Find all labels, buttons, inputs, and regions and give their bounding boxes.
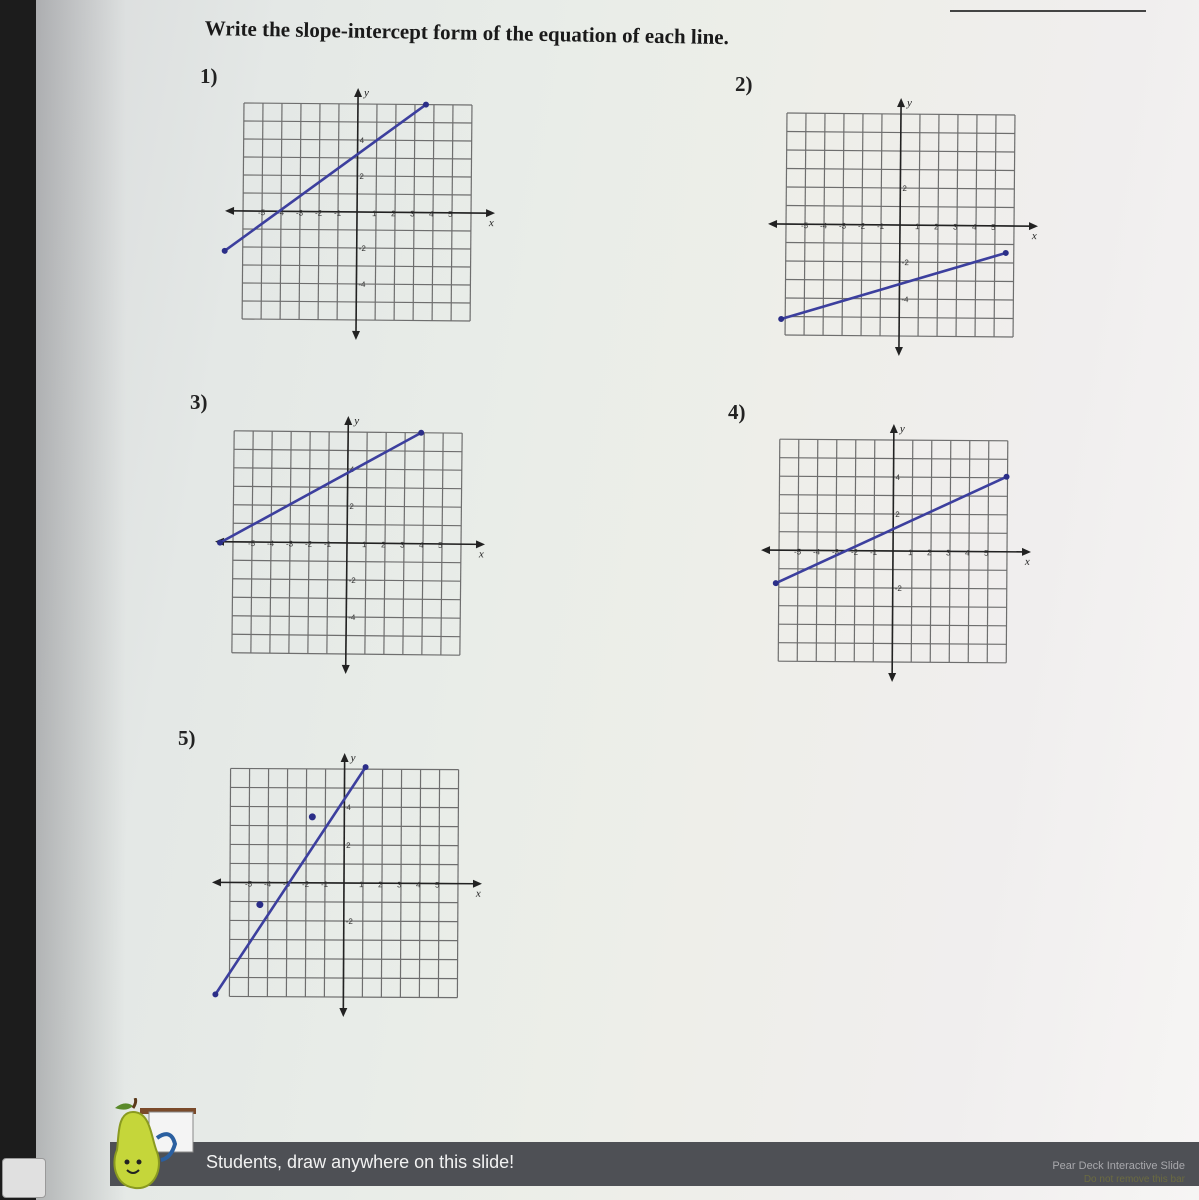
line-endpoint [363,764,369,770]
left-shadow [36,0,126,1200]
x-tick-label: -3 [282,879,291,889]
x-tick-label: 2 [390,209,396,219]
line-endpoint [1004,474,1010,480]
y-axis [343,757,344,1013]
x-tick-label: 3 [396,880,402,890]
x-tick-label: -4 [266,539,275,549]
arrow-down-icon [888,673,896,682]
y-tick-label: -2 [901,258,909,268]
x-tick-label: -4 [263,879,272,889]
x-tick-label: -2 [857,221,866,231]
problem-1-number: 1) [200,64,218,88]
x-tick-label: -5 [247,538,256,549]
x-tick-label: 2 [380,540,386,550]
x-tick-label: 1 [371,209,377,219]
x-tick-label: 3 [409,209,415,219]
arrow-down-icon [895,347,903,356]
y-tick-label: -2 [894,584,902,594]
x-tick-label: 2 [933,222,939,232]
y-tick-label: 4 [359,135,365,146]
x-tick-label: 4 [971,222,977,232]
line-endpoint [773,580,779,586]
x-tick-label: 5 [437,540,443,550]
x-tick-label: -3 [838,221,847,231]
draw-prompt: Students, draw anywhere on this slide! [206,1152,515,1172]
y-axis [899,102,901,352]
x-tick-label: 2 [377,880,383,890]
worksheet-instructions: Write the slope-intercept form of the equation of each line. [204,16,730,50]
arrow-left-icon [761,546,770,554]
x-tick-label: -3 [285,539,294,549]
plotted-point [309,813,316,820]
plotted-point [256,901,263,908]
arrow-up-icon [354,88,362,97]
x-tick-label: -2 [314,208,323,218]
y-tick-label: -4 [901,295,909,305]
x-tick-label: -5 [793,547,802,557]
x-tick-label: 5 [990,222,996,232]
x-tick-label: -2 [850,547,859,557]
y-tick-label: -2 [358,243,366,254]
y-axis-label: y [354,415,360,428]
x-tick-label: 4 [415,880,421,890]
y-tick-label: 2 [349,502,354,512]
y-tick-label: -2 [345,917,353,927]
x-tick-label: -4 [276,208,285,218]
x-tick-label: 4 [964,548,970,558]
arrow-left-icon [768,220,777,228]
arrow-right-icon [486,209,495,217]
x-tick-label: 5 [447,209,453,219]
y-tick-label: 4 [349,465,355,475]
y-tick-label: 4 [895,473,901,483]
x-axis-label: x [475,887,481,900]
x-axis-label: x [1024,555,1030,568]
graph-problem-4[interactable] [758,418,1028,688]
x-tick-label: -1 [333,208,342,218]
x-tick-label: 4 [428,209,434,219]
x-tick-label: -1 [320,879,329,889]
pear-deck-brand: Pear Deck Interactive Slide [1052,1160,1185,1172]
x-tick-label: 2 [926,548,932,558]
x-tick-label: -1 [869,547,878,557]
arrow-left-icon [212,878,221,886]
graph-problem-2[interactable] [762,92,1037,357]
x-tick-label: 1 [907,548,913,558]
name-line [950,10,1146,12]
arrow-up-icon [897,98,905,107]
x-tick-label: 3 [952,222,958,232]
problem-3-number: 3) [190,390,208,414]
pear-deck-note: Do not remove this bar [1083,1174,1185,1185]
line-endpoint [212,991,218,997]
x-tick-label: 4 [418,540,424,550]
x-tick-label: -5 [800,221,809,231]
y-axis-label: y [350,752,356,765]
x-tick-label: -1 [876,221,885,231]
y-tick-label: -2 [348,575,356,586]
y-axis [346,420,349,670]
line-endpoint [778,316,784,322]
arrow-up-icon [344,416,352,425]
x-tick-label: -1 [323,539,332,549]
x-tick-label: -5 [257,208,266,218]
x-tick-label: -4 [819,221,828,231]
graph-problem-3[interactable] [214,410,484,680]
graph-problem-1[interactable] [225,82,495,347]
corner-app-icon[interactable] [2,1158,46,1198]
graph-problem-5[interactable] [202,745,481,1023]
pear-deck-bar[interactable] [110,1142,1199,1186]
plotted-line [776,475,1007,585]
y-tick-label: 2 [346,841,351,851]
x-tick-label: 5 [983,548,989,558]
y-axis-label: y [364,87,370,100]
arrow-up-icon [890,424,898,433]
y-axis [356,92,358,336]
arrow-down-icon [339,1008,347,1017]
arrow-up-icon [341,753,349,762]
x-tick-label: 5 [434,880,440,890]
x-axis-label: x [1031,230,1037,243]
x-axis-label: x [478,548,484,561]
pear-deck-logo-icon [105,1098,200,1193]
x-axis-label: x [488,217,494,230]
x-tick-label: -5 [244,879,253,889]
y-axis-label: y [907,97,913,110]
arrow-left-icon [225,207,234,215]
problem-5-number: 5) [178,726,196,750]
x-tick-label: -2 [301,879,310,889]
problem-2-number: 2) [735,72,753,96]
arrow-down-icon [352,331,360,340]
line-endpoint [1003,250,1009,256]
y-tick-label: 4 [346,803,351,813]
y-tick-label: -4 [358,279,366,290]
arrow-down-icon [342,665,350,674]
y-tick-label: 2 [902,184,907,194]
x-tick-label: -3 [831,547,840,557]
x-tick-label: 1 [358,880,364,890]
line-endpoint [423,102,429,108]
x-tick-label: -3 [295,208,304,218]
y-axis-label: y [899,423,905,436]
y-tick-label: 2 [895,510,900,520]
x-tick-label: 3 [399,540,405,550]
y-axis [892,428,894,678]
x-tick-label: 3 [945,548,951,558]
y-tick-label: -4 [348,612,356,623]
arrow-right-icon [476,540,485,548]
line-endpoint [222,248,228,254]
x-tick-label: 1 [914,222,920,232]
x-tick-label: -2 [304,539,313,549]
x-tick-label: -4 [812,547,821,557]
x-tick-label: 1 [361,540,367,550]
y-tick-label: 2 [359,171,364,182]
problem-4-number: 4) [728,400,746,424]
